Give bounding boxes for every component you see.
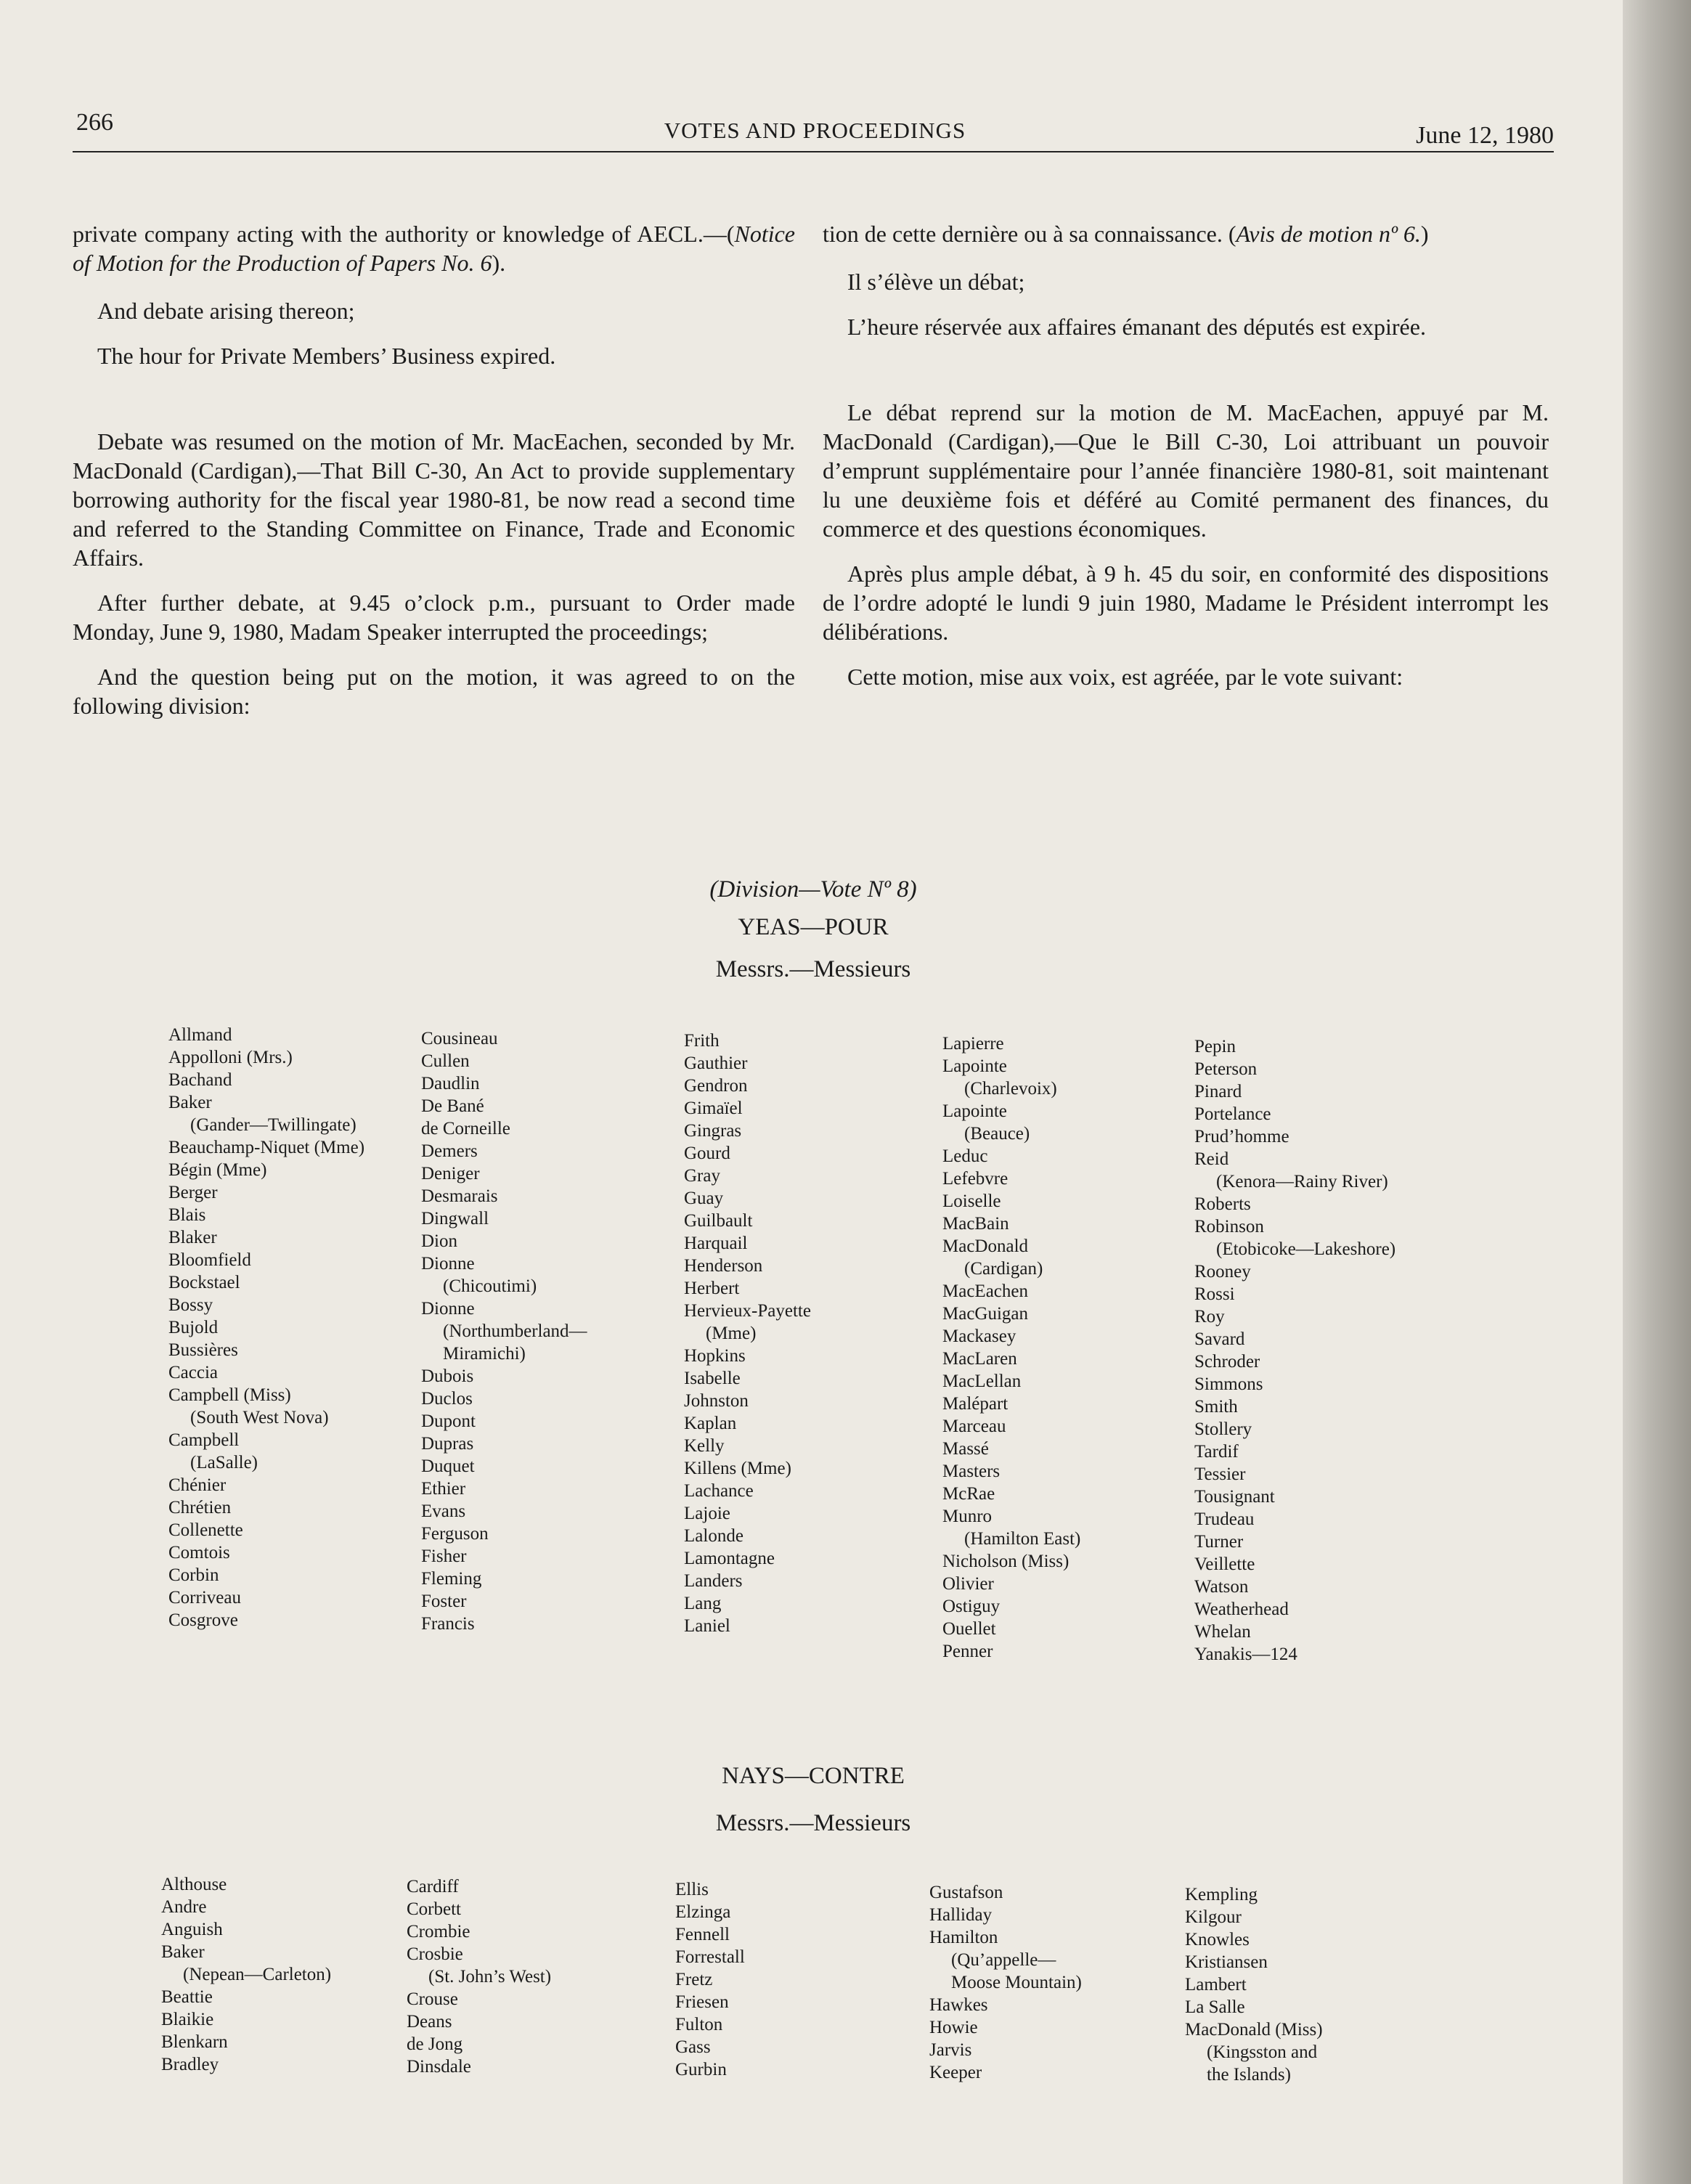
yeas-member-name: (Cardigan) — [964, 1259, 1043, 1279]
yeas-member-name: Peterson — [1194, 1059, 1258, 1079]
yeas-member-name: Lajoie — [684, 1504, 730, 1523]
yeas-member-name: Gourd — [684, 1144, 730, 1163]
yeas-member-name: Dupras — [421, 1434, 474, 1454]
nays-member-name: Hamilton — [929, 1928, 998, 1947]
yeas-member-name: Massé — [942, 1439, 989, 1459]
yeas-member-name: MacEachen — [942, 1282, 1028, 1301]
yeas-member-name: Campbell — [168, 1430, 240, 1450]
yeas-member-name: Cosgrove — [168, 1610, 238, 1630]
yeas-member-name: Pinard — [1194, 1082, 1242, 1101]
yeas-member-name: (Chicoutimi) — [443, 1276, 537, 1296]
nays-messrs-line: Messrs.—Messieurs — [715, 1810, 911, 1836]
nays-member-name: Baker — [161, 1942, 205, 1962]
yeas-member-name: Harquail — [684, 1234, 748, 1253]
yeas-member-name: Trudeau — [1194, 1509, 1255, 1529]
yeas-member-name: Roberts — [1194, 1194, 1251, 1214]
nays-column-1 — [161, 1873, 331, 2076]
yeas-member-name: Guilbault — [684, 1211, 753, 1231]
french-paragraph-2: Il s’élève un débat; — [847, 269, 1025, 295]
english-paragraph-2: And debate arising thereon; — [97, 298, 355, 324]
yeas-member-name: Frith — [684, 1031, 720, 1051]
nays-member-name: Elzinga — [675, 1902, 731, 1922]
yeas-member-name: (Northumberland— — [443, 1321, 587, 1341]
yeas-member-name: Ferguson — [421, 1524, 489, 1544]
yeas-member-name: Chénier — [168, 1475, 227, 1495]
yeas-member-name: Miramichi) — [443, 1344, 526, 1364]
yeas-member-name: Allmand — [168, 1025, 232, 1045]
yeas-member-name: Dionne — [421, 1299, 475, 1319]
nays-member-name: (St. John’s West) — [428, 1967, 552, 1987]
yeas-member-name: Veillette — [1194, 1555, 1255, 1574]
yeas-member-name: Pepin — [1194, 1037, 1236, 1056]
yeas-member-name: Smith — [1194, 1397, 1238, 1417]
nays-member-name: Blenkarn — [161, 2032, 228, 2052]
nays-member-name: Kilgour — [1185, 1907, 1242, 1927]
yeas-member-name: Bockstael — [168, 1273, 240, 1292]
yeas-member-name: Ouellet — [942, 1619, 996, 1639]
nays-member-name: Crosbie — [407, 1944, 463, 1964]
yeas-member-name: Daudlin — [421, 1074, 480, 1093]
yeas-member-name: Lang — [684, 1594, 722, 1613]
yeas-member-name: Duquet — [421, 1456, 475, 1476]
yeas-member-name: Isabelle — [684, 1369, 741, 1388]
yeas-member-name: Reid — [1194, 1149, 1229, 1169]
nays-member-name: (Nepean—Carleton) — [183, 1965, 332, 1984]
yeas-member-name: Olivier — [942, 1574, 994, 1594]
english-paragraph-6: And the question being put on the motion, it was agreed to on the following division: — [73, 664, 795, 719]
yeas-member-name: Loiselle — [942, 1191, 1001, 1211]
yeas-member-name: Penner — [942, 1642, 993, 1661]
yeas-member-name: Hopkins — [684, 1346, 746, 1366]
yeas-member-name: Berger — [168, 1183, 218, 1202]
yeas-member-name: Ostiguy — [942, 1597, 1001, 1616]
nays-member-name: Kristiansen — [1185, 1952, 1268, 1972]
nays-member-name: (Qu’appelle— — [951, 1950, 1056, 1970]
yeas-member-name: Whelan — [1194, 1622, 1251, 1642]
nays-member-name: Ellis — [675, 1880, 709, 1899]
nays-member-name: Forrestall — [675, 1947, 745, 1967]
yeas-member-name: Bégin (Mme) — [168, 1160, 267, 1180]
page-header — [76, 109, 1554, 152]
yeas-member-name: Tessier — [1194, 1464, 1246, 1484]
yeas-member-name: Duclos — [421, 1389, 473, 1409]
yeas-column-3 — [684, 1030, 811, 1637]
yeas-member-name: Kelly — [684, 1436, 725, 1456]
nays-member-name: Fennell — [675, 1925, 730, 1944]
nays-member-name: Moose Mountain) — [951, 1973, 1082, 1992]
yeas-member-name: Masters — [942, 1462, 1001, 1481]
yeas-member-name: Dupont — [421, 1411, 476, 1431]
nays-column-2 — [407, 1875, 551, 2078]
nays-member-name: Kempling — [1185, 1885, 1258, 1904]
division-title: (Division—Vote Nº 8) — [709, 876, 917, 902]
yeas-member-name: Weatherhead — [1194, 1600, 1289, 1619]
french-paragraph-5: Après plus ample débat, à 9 h. 45 du soir, en conformité des dispositions de l’ordre adopté le lundi 9 juin 1980, Madame le Président interrompt les délibérations. — [823, 561, 1549, 645]
yeas-member-name: Tousignant — [1194, 1487, 1275, 1507]
yeas-member-name: Dion — [421, 1231, 457, 1251]
yeas-member-name: (Mme) — [706, 1324, 757, 1343]
nays-column-4 — [929, 1881, 1082, 2084]
yeas-member-name: Beauchamp-Niquet (Mme) — [168, 1138, 365, 1157]
nays-member-name: the Islands) — [1207, 2065, 1291, 2085]
yeas-member-name: Gauthier — [684, 1054, 748, 1073]
french-paragraph-1: tion de cette dernière ou à sa connaissance. (Avis de motion nº 6.) — [823, 221, 1429, 247]
yeas-member-name: Bloomfield — [168, 1250, 251, 1270]
yeas-member-name: Portelance — [1194, 1104, 1271, 1124]
yeas-column-2 — [421, 1027, 587, 1635]
yeas-member-name: Campbell (Miss) — [168, 1385, 291, 1405]
english-paragraph-4: Debate was resumed on the motion of Mr. MacEachen, seconded by Mr. MacDonald (Cardigan),—That Bill C-30, An Act to provide supplementary borrowing authority for the fiscal year 1980-81, be now read a second time and referred to the Standing Committee on Finance, Trade and Economic Affairs. — [73, 428, 795, 571]
yeas-member-name: Baker — [168, 1093, 212, 1112]
yeas-member-name: Ethier — [421, 1479, 466, 1499]
yeas-member-name: Lapointe — [942, 1101, 1007, 1121]
nays-member-name: Beattie — [161, 1987, 213, 2007]
nays-member-name: Anguish — [161, 1920, 223, 1939]
nays-column-3 — [675, 1878, 745, 2081]
yeas-member-name: Leduc — [942, 1146, 988, 1166]
yeas-member-name: Herbert — [684, 1279, 740, 1298]
yeas-member-name: Nicholson (Miss) — [942, 1552, 1069, 1571]
yeas-heading: YEAS—POUR — [738, 914, 889, 940]
yeas-member-name: Corriveau — [168, 1588, 241, 1608]
nays-member-name: Crombie — [407, 1922, 470, 1941]
yeas-member-name: Savard — [1194, 1329, 1245, 1349]
yeas-member-name: Simmons — [1194, 1374, 1263, 1394]
yeas-member-name: Desmarais — [421, 1186, 498, 1206]
yeas-member-name: Killens (Mme) — [684, 1459, 791, 1478]
yeas-member-name: Deniger — [421, 1164, 480, 1183]
yeas-member-name: Schroder — [1194, 1352, 1260, 1372]
yeas-member-name: (LaSalle) — [190, 1453, 258, 1472]
yeas-member-name: Tardif — [1194, 1442, 1239, 1462]
nays-member-name: MacDonald (Miss) — [1185, 2020, 1323, 2040]
yeas-member-name: Guay — [684, 1189, 724, 1208]
nays-member-name: Howie — [929, 2018, 978, 2037]
nays-member-name: de Jong — [407, 2034, 463, 2054]
yeas-member-name: Evans — [421, 1502, 466, 1521]
yeas-column-1 — [168, 1024, 364, 1631]
yeas-member-name: Roy — [1194, 1307, 1225, 1327]
yeas-member-name: (Hamilton East) — [964, 1529, 1081, 1549]
yeas-member-name: Gendron — [684, 1076, 748, 1096]
yeas-member-name: Comtois — [168, 1543, 230, 1562]
yeas-member-name: Francis — [421, 1614, 475, 1634]
nays-member-name: Fulton — [675, 2015, 723, 2034]
nays-member-name: Gustafson — [929, 1883, 1003, 1902]
yeas-member-name: Johnston — [684, 1391, 749, 1411]
yeas-member-name: (South West Nova) — [190, 1408, 329, 1427]
yeas-member-name: Foster — [421, 1592, 467, 1611]
yeas-member-name: Gray — [684, 1166, 720, 1186]
yeas-member-name: Appolloni (Mrs.) — [168, 1048, 293, 1067]
yeas-member-name: Malépart — [942, 1394, 1009, 1414]
french-paragraph-3: L’heure réservée aux affaires émanant des députés est expirée. — [847, 314, 1426, 340]
page-number: 266 — [76, 109, 113, 136]
yeas-member-name: Watson — [1194, 1577, 1249, 1597]
yeas-member-name: MacDonald — [942, 1236, 1029, 1256]
yeas-member-name: Stollery — [1194, 1419, 1252, 1439]
nays-member-name: Deans — [407, 2012, 452, 2032]
nays-member-name: Althouse — [161, 1875, 227, 1894]
nays-member-name: (Kingsston and — [1207, 2042, 1318, 2062]
yeas-member-name: de Corneille — [421, 1119, 510, 1138]
yeas-member-name: Bussières — [168, 1340, 238, 1360]
nays-member-name: Fretz — [675, 1970, 713, 1989]
nays-heading: NAYS—CONTRE — [722, 1763, 905, 1789]
english-paragraph-3: The hour for Private Members’ Business expired. — [97, 343, 556, 369]
nays-member-name: Knowles — [1185, 1930, 1250, 1949]
yeas-messrs-line: Messrs.—Messieurs — [715, 956, 911, 982]
french-column — [823, 219, 1549, 691]
yeas-member-name: Munro — [942, 1507, 993, 1526]
yeas-member-name: Dionne — [421, 1254, 475, 1274]
nays-member-name: Friesen — [675, 1992, 729, 2012]
yeas-member-name: Lapointe — [942, 1056, 1007, 1076]
nays-member-name: Halliday — [929, 1905, 993, 1925]
yeas-member-name: Blaker — [168, 1228, 217, 1247]
yeas-member-name: Bossy — [168, 1295, 213, 1315]
nays-member-name: Keeper — [929, 2063, 982, 2082]
nays-member-name: Cardiff — [407, 1877, 459, 1896]
yeas-member-name: Lachance — [684, 1481, 754, 1501]
yeas-member-name: Chrétien — [168, 1498, 232, 1517]
yeas-member-name: Gimaïel — [684, 1099, 743, 1118]
yeas-member-name: (Etobicoke—Lakeshore) — [1216, 1239, 1396, 1259]
nays-member-name: Hawkes — [929, 1995, 988, 2015]
yeas-member-name: Rossi — [1194, 1284, 1235, 1304]
yeas-member-name: Demers — [421, 1141, 478, 1161]
yeas-member-name: Dingwall — [421, 1209, 489, 1228]
english-paragraph-1: private company acting with the authority or knowledge of AECL.—(Notice of Motion for the Production of Papers No. 6). — [73, 221, 795, 276]
yeas-member-name: Lefebvre — [942, 1169, 1009, 1189]
yeas-member-name: Rooney — [1194, 1262, 1251, 1282]
yeas-member-name: MacBain — [942, 1214, 1009, 1234]
yeas-member-name: Lalonde — [684, 1526, 743, 1546]
nays-member-name: Blaikie — [161, 2010, 214, 2029]
yeas-member-name: MacLellan — [942, 1372, 1022, 1391]
nays-member-name: Gurbin — [675, 2060, 727, 2079]
yeas-member-name: (Charlevoix) — [964, 1079, 1057, 1099]
yeas-member-name: Cousineau — [421, 1029, 498, 1048]
nays-member-name: Crouse — [407, 1989, 458, 2009]
yeas-member-name: Kaplan — [684, 1414, 737, 1433]
yeas-member-name: Mackasey — [942, 1327, 1016, 1346]
yeas-member-name: (Beauce) — [964, 1124, 1030, 1144]
yeas-member-name: (Kenora—Rainy River) — [1216, 1172, 1388, 1191]
nays-member-name: Corbett — [407, 1899, 461, 1919]
yeas-member-name: Collenette — [168, 1520, 243, 1540]
yeas-member-name: De Bané — [421, 1096, 484, 1116]
yeas-member-name: Laniel — [684, 1616, 730, 1636]
yeas-member-name: Lamontagne — [684, 1549, 775, 1568]
page-edge-shadow — [1623, 0, 1691, 2184]
yeas-member-name: Blais — [168, 1205, 206, 1225]
nays-member-name: Bradley — [161, 2055, 219, 2074]
yeas-member-name: McRae — [942, 1484, 995, 1504]
yeas-member-name: Fisher — [421, 1547, 467, 1566]
yeas-member-name: Bujold — [168, 1318, 219, 1337]
yeas-column-4 — [942, 1032, 1080, 1663]
yeas-column-5 — [1194, 1035, 1395, 1666]
page-date: June 12, 1980 — [1416, 122, 1554, 149]
yeas-member-name: MacGuigan — [942, 1304, 1029, 1324]
yeas-member-name: Bachand — [168, 1070, 232, 1090]
nays-column-5 — [1185, 1883, 1323, 2086]
yeas-member-name: MacLaren — [942, 1349, 1017, 1369]
nays-member-name: La Salle — [1185, 1997, 1245, 2017]
yeas-member-name: Dubois — [421, 1366, 474, 1386]
french-paragraph-6: Cette motion, mise aux voix, est agréée, par le vote suivant: — [847, 664, 1403, 690]
nays-member-name: Lambert — [1185, 1975, 1247, 1994]
english-paragraph-5: After further debate, at 9.45 o’clock p.m., pursuant to Order made Monday, June 9, 1980, Madam Speaker interrupted the proceedings; — [73, 590, 795, 645]
yeas-member-name: Turner — [1194, 1532, 1244, 1552]
yeas-member-name: Robinson — [1194, 1217, 1264, 1236]
yeas-member-name: Hervieux-Payette — [684, 1301, 811, 1321]
yeas-member-name: (Gander—Twillingate) — [190, 1115, 356, 1135]
yeas-member-name: Yanakis—124 — [1194, 1645, 1297, 1664]
nays-member-name: Dinsdale — [407, 2057, 471, 2077]
nays-member-name: Gass — [675, 2037, 711, 2057]
yeas-member-name: Henderson — [684, 1256, 763, 1276]
yeas-member-name: Corbin — [168, 1565, 219, 1585]
yeas-member-name: Fleming — [421, 1569, 482, 1589]
yeas-member-name: Gingras — [684, 1121, 742, 1141]
yeas-member-name: Lapierre — [942, 1034, 1004, 1054]
nays-member-name: Andre — [161, 1897, 207, 1917]
yeas-member-name: Landers — [684, 1571, 743, 1591]
french-paragraph-4: Le débat reprend sur la motion de M. MacEachen, appuyé par M. MacDonald (Cardigan),—Que le Bill C-30, Loi attribuant un pouvoir d’emprunt supplémentaire pour l’année financière 1980-81, soit maintenant lu une deuxième fois et déféré au Comité permanent des finances, du commerce et des questions économiques. — [823, 399, 1549, 542]
running-title: VOTES AND PROCEEDINGS — [664, 118, 966, 143]
english-column — [73, 219, 795, 720]
header-rule — [73, 151, 1554, 152]
yeas-member-name: Caccia — [168, 1363, 219, 1382]
yeas-member-name: Marceau — [942, 1417, 1006, 1436]
nays-member-name: Jarvis — [929, 2040, 972, 2060]
yeas-member-name: Prud’homme — [1194, 1127, 1289, 1146]
yeas-member-name: Cullen — [421, 1051, 470, 1071]
